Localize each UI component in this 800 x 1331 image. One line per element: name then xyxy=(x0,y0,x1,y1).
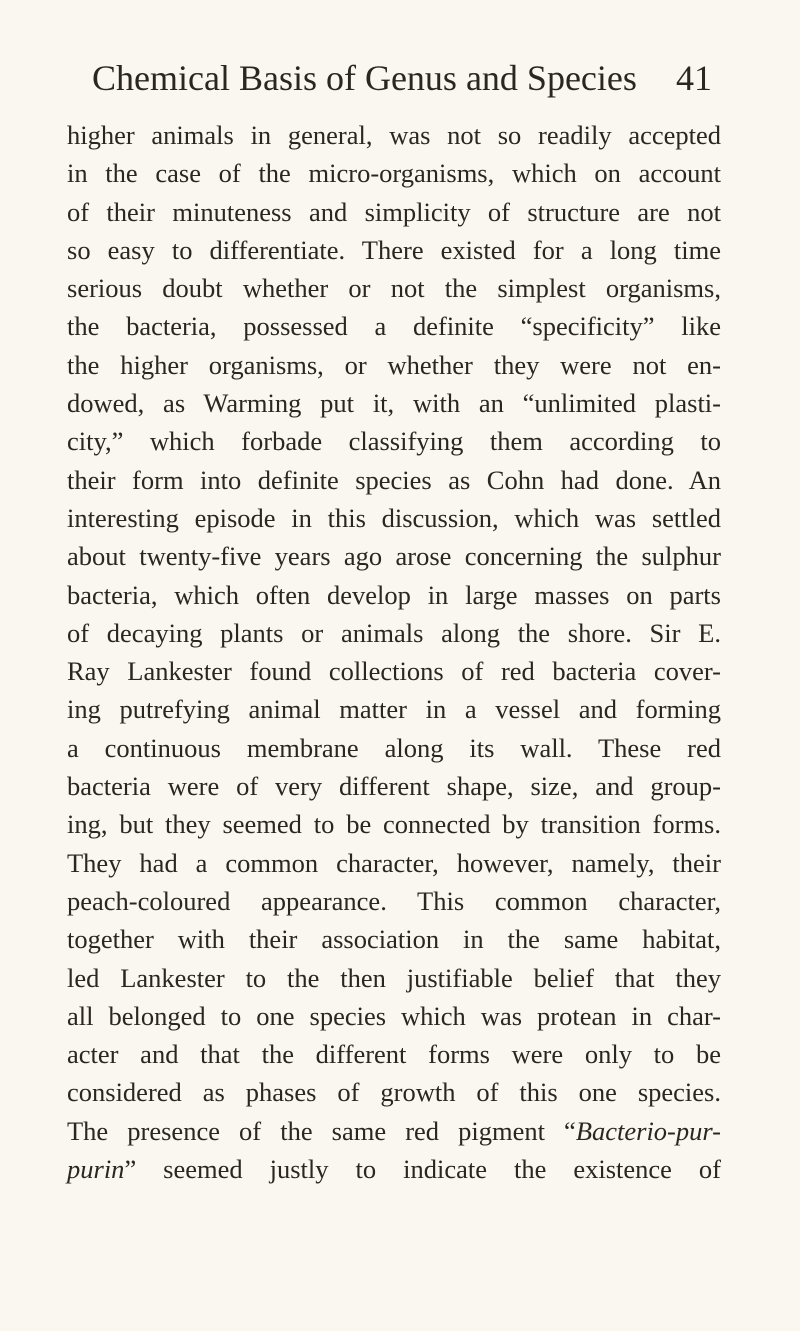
text-line: of their minuteness and simplicity of structure are not xyxy=(67,196,721,227)
text-line: peach-coloured appearance. This common character, xyxy=(67,885,721,916)
text-line: their form into definite species as Cohn had done. An xyxy=(67,464,721,495)
text-line: the higher organisms, or whether they were not en- xyxy=(67,349,721,380)
text-line: considered as phases of growth of this one species. xyxy=(67,1077,721,1108)
text-line: bacteria were of very different shape, size, and group- xyxy=(67,771,721,802)
text-line: interesting episode in this discussion, which was settled xyxy=(67,502,721,533)
italic-term: Bacterio-pur- xyxy=(575,1115,721,1146)
text-line: about twenty-five years ago arose concerning the sulphur xyxy=(67,541,721,572)
text-line: all belonged to one species which was protean in char- xyxy=(67,1000,721,1031)
body-text xyxy=(67,116,721,1188)
text-line: serious doubt whether or not the simplest organisms, xyxy=(67,273,721,304)
text-line: They had a common character, however, namely, their xyxy=(67,847,721,878)
running-title: Chemical Basis of Genus and Species xyxy=(92,58,637,98)
page-number: 41 xyxy=(676,58,712,98)
text-line: of decaying plants or animals along the shore. Sir E. xyxy=(67,617,721,648)
text-line: the bacteria, possessed a definite “specificity” like xyxy=(67,311,721,342)
text-line: a continuous membrane along its wall. These red xyxy=(67,732,721,763)
text-line: city,” which forbade classifying them according to xyxy=(67,426,721,457)
text-line: led Lankester to the then justifiable belief that they xyxy=(67,962,721,993)
text-line: higher animals in general, was not so readily accepted xyxy=(67,120,721,150)
text-line: together with their association in the same habitat, xyxy=(67,924,721,955)
text-line: bacteria, which often develop in large masses on parts xyxy=(67,579,721,610)
text-line: acter and that the different forms were only to be xyxy=(67,1039,721,1070)
running-head xyxy=(92,54,712,102)
text-line: Ray Lankester found collections of red bacteria cover- xyxy=(67,656,721,687)
text-line: ing putrefying animal matter in a vessel and forming xyxy=(67,694,721,725)
text-line: in the case of the micro-organisms, which on account xyxy=(67,158,721,189)
text-line: so easy to differentiate. There existed for a long time xyxy=(67,234,721,265)
text-line: purin” seemed justly to indicate the existence of xyxy=(67,1154,721,1185)
text-line: dowed, as Warming put it, with an “unlimited plasti- xyxy=(67,388,721,419)
italic-term: purin xyxy=(67,1154,125,1185)
text-line: The presence of the same red pigment “Bacterio-pur- xyxy=(67,1115,721,1146)
text-line: ing, but they seemed to be connected by transition forms. xyxy=(67,809,721,840)
